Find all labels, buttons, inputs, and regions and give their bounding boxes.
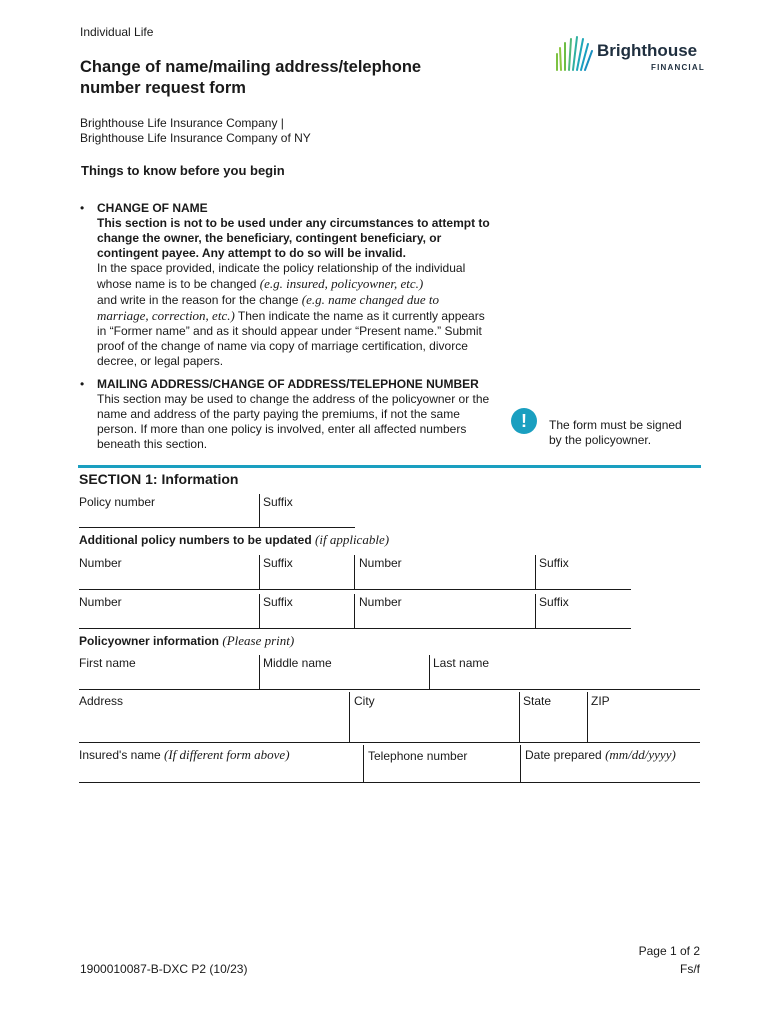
insured-name-label [79, 747, 290, 763]
paragraph-line: In the space provided, indicate the policy relationship of the individual [97, 261, 466, 275]
field-divider [363, 745, 364, 782]
address-label: Address [79, 694, 124, 708]
title-line-2: number request form [80, 79, 246, 97]
paragraph-line: This section may be used to change the address of the policyowner or the [97, 392, 490, 406]
page-number: Page 1 of 2 [638, 944, 700, 958]
field-divider [587, 692, 588, 742]
paragraph-line: decree, or legal papers. [97, 354, 224, 368]
middle-name-label: Middle name [263, 656, 332, 670]
company-line-2: Brighthouse Life Insurance Company of NY [80, 131, 311, 145]
form-suffix-code: Fs/f [680, 962, 700, 976]
paragraph-line [97, 276, 517, 292]
date-prepared-label [525, 747, 676, 763]
field-divider [429, 655, 430, 689]
suffix-label: Suffix [539, 595, 569, 609]
field-underline [79, 742, 700, 743]
example-text: (e.g. insured, policyowner, etc.) [259, 276, 424, 291]
section-divider [78, 465, 701, 468]
field-divider [259, 494, 260, 528]
signature-notice [549, 418, 682, 448]
zip-label: ZIP [591, 694, 610, 708]
paragraph-line [97, 292, 517, 308]
label-text: Date prepared [525, 748, 602, 762]
intro-heading: Things to know before you begin [81, 163, 285, 178]
number-label: Number [359, 595, 402, 609]
field-divider [349, 692, 350, 742]
field-divider [259, 555, 260, 589]
zip-field[interactable] [591, 710, 700, 740]
logo-wordmark: Brighthouse [597, 41, 698, 60]
bullet-marker: • [80, 377, 85, 391]
first-name-label: First name [79, 656, 136, 670]
number-label: Number [359, 556, 402, 570]
example-text: marriage, correction, etc.) [97, 308, 235, 323]
field-divider [354, 594, 355, 628]
bullet-marker: • [80, 201, 85, 215]
last-name-label: Last name [433, 656, 490, 670]
additional-number-field[interactable] [359, 572, 535, 588]
paragraph-line [97, 308, 517, 324]
first-name-field[interactable] [79, 672, 259, 688]
category-label: Individual Life [80, 25, 154, 39]
heading-text: Policyowner information [79, 634, 220, 648]
field-underline [79, 527, 355, 528]
field-underline [79, 782, 700, 783]
logo-subtitle: FINANCIAL [651, 63, 705, 72]
label-text: Insured's name [79, 748, 161, 762]
paragraph-line: in “Former name” and as it should appear under “Present name.” Submit [97, 324, 482, 338]
bullet-change-of-name [80, 201, 517, 369]
date-prepared-field[interactable] [525, 765, 700, 781]
field-underline [79, 628, 631, 629]
field-divider [520, 745, 521, 782]
field-divider [259, 594, 260, 628]
suffix-label: Suffix [263, 556, 293, 570]
telephone-label: Telephone number [368, 749, 468, 763]
sunburst-icon [555, 34, 595, 72]
page-title [80, 57, 421, 99]
city-label: City [354, 694, 375, 708]
field-divider [354, 555, 355, 589]
last-name-field[interactable] [433, 672, 700, 688]
field-divider [535, 594, 536, 628]
heading-qualifier: (if applicable) [315, 532, 390, 547]
policyowner-heading [79, 633, 294, 649]
paragraph-line: person. If more than one policy is involved, enter all affected numbers [97, 422, 467, 436]
field-divider [259, 655, 260, 689]
heading-text: Additional policy numbers to be updated [79, 533, 312, 547]
section-1-title: SECTION 1: Information [79, 471, 239, 487]
middle-name-field[interactable] [263, 672, 428, 688]
text-run: Then indicate the name as it currently appears [234, 309, 485, 323]
field-underline [79, 589, 631, 590]
field-underline [79, 689, 700, 690]
change-of-name-title: CHANGE OF NAME [97, 201, 208, 215]
company-names [80, 116, 311, 146]
city-field[interactable] [354, 710, 518, 740]
policy-number-label: Policy number [79, 495, 156, 509]
suffix-label: Suffix [539, 556, 569, 570]
additional-suffix-field[interactable] [539, 611, 631, 627]
additional-suffix-field[interactable] [263, 572, 353, 588]
policy-number-field[interactable] [79, 510, 259, 526]
heading-qualifier: (Please print) [222, 633, 295, 648]
text-run: and write in the reason for the change [97, 293, 302, 307]
paragraph-line: proof of the change of name via copy of marriage certification, divorce [97, 339, 468, 353]
additional-number-field[interactable] [359, 611, 535, 627]
additional-suffix-field[interactable] [263, 611, 353, 627]
brighthouse-logo [555, 34, 705, 74]
telephone-field[interactable] [368, 765, 519, 781]
additional-number-field[interactable] [79, 611, 259, 627]
example-text: (e.g. name changed due to [301, 292, 439, 307]
suffix-label: Suffix [263, 595, 293, 609]
suffix-label: Suffix [263, 495, 293, 509]
number-label: Number [79, 595, 122, 609]
notice-line: The form must be signed [549, 418, 682, 432]
warning-line: contingent payee. Any attempt to do so will be invalid. [97, 246, 406, 260]
field-divider [519, 692, 520, 742]
label-qualifier: (mm/dd/yyyy) [605, 747, 676, 762]
text-run: whose name is to be changed [97, 277, 260, 291]
address-field[interactable] [79, 710, 349, 740]
mailing-address-title: MAILING ADDRESS/CHANGE OF ADDRESS/TELEPHONE NUMBER [97, 377, 479, 391]
warning-line: This section is not to be used under any circumstances to attempt to [97, 216, 490, 230]
additional-policies-heading [79, 532, 389, 548]
label-qualifier: (If different form above) [164, 747, 290, 762]
company-line-1: Brighthouse Life Insurance Company | [80, 116, 284, 130]
field-divider [535, 555, 536, 589]
state-label: State [523, 694, 552, 708]
paragraph-line: name and address of the party paying the premiums, if not the same [97, 407, 460, 421]
paragraph-line: beneath this section. [97, 437, 208, 451]
form-code: 1900010087-B-DXC P2 (10/23) [80, 962, 248, 976]
policy-suffix-field[interactable] [263, 510, 355, 526]
state-field[interactable] [523, 710, 586, 740]
notice-line: by the policyowner. [549, 433, 652, 447]
warning-line: change the owner, the beneficiary, contingent beneficiary, or [97, 231, 442, 245]
number-label: Number [79, 556, 122, 570]
additional-number-field[interactable] [79, 572, 259, 588]
additional-suffix-field[interactable] [539, 572, 631, 588]
alert-icon: ! [511, 408, 537, 434]
bullet-mailing-address [80, 377, 517, 452]
title-line-1: Change of name/mailing address/telephone [80, 58, 422, 76]
insured-name-field[interactable] [79, 765, 363, 781]
